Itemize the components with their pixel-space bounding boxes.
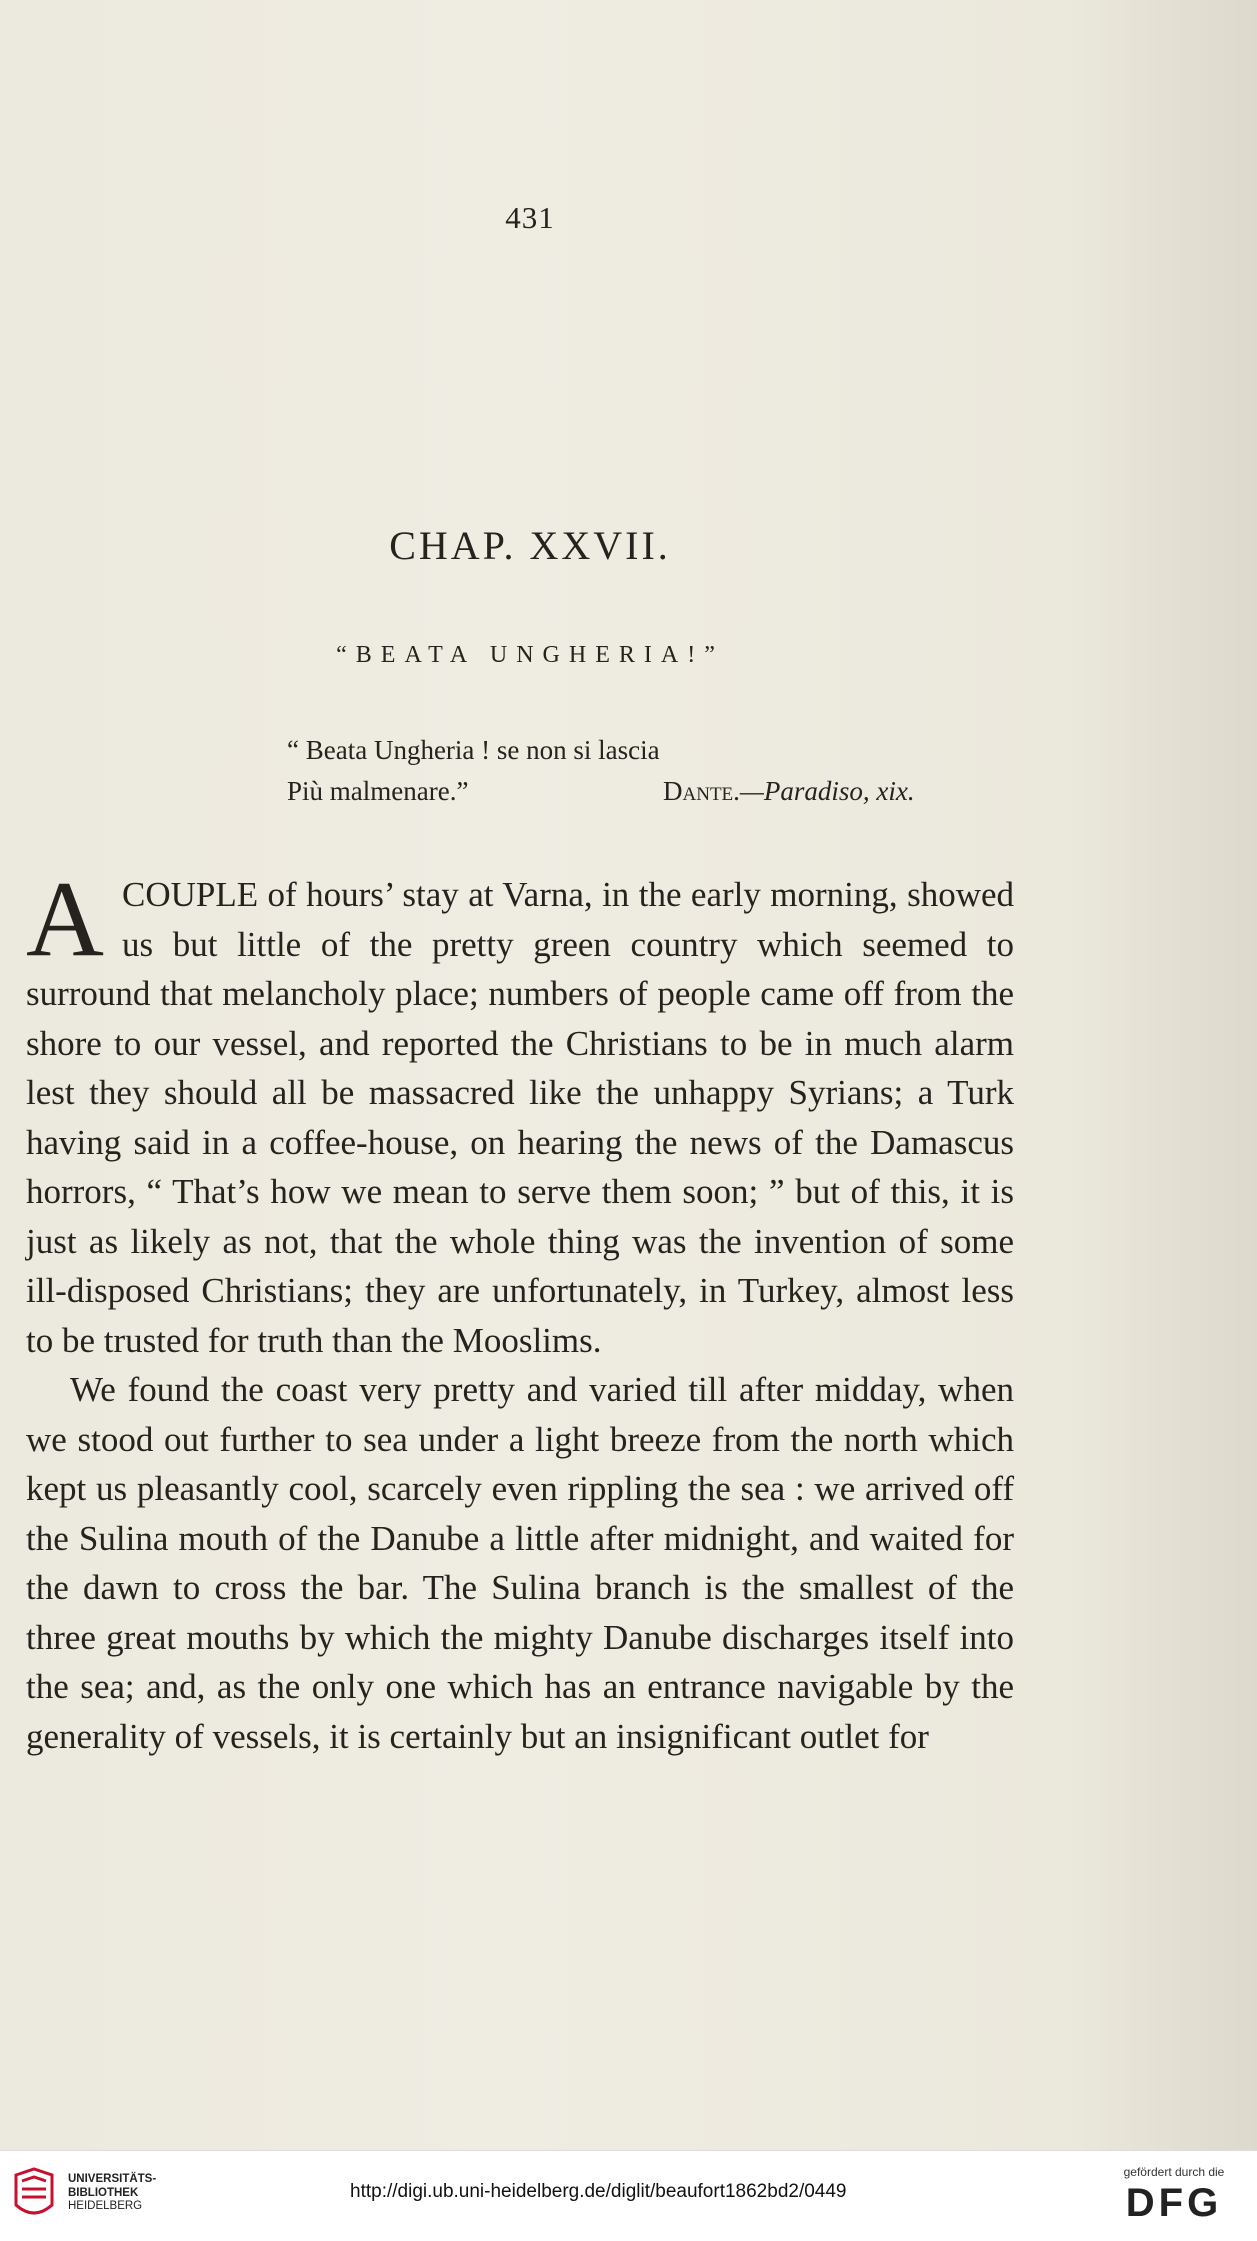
library-name-line-2: BIBLIOTHEK bbox=[68, 2186, 139, 2199]
paragraph-1-text: COUPLE of hours’ stay at Varna, in the early morning, showed us but little of the pretty green country which seemed to surround that melancholy place; numbers of people came off from the shore to our vessel, and reported the Christians to be in much alarm lest they should all be massacred like the unhappy Syrians; a Turk having said in a coffee-house, on hearing the news of the Damascus horrors, “ That’s how we mean to serve them soon; ” but of this, it is just as likely as not, that the whole thing was the invention of some ill-disposed Christians; they are unfortunately, in Turkey, almost less to be trusted for truth than the Mooslims. bbox=[26, 875, 1014, 1360]
epigraph-line-1: “ Beata Ungheria ! se non si lascia bbox=[287, 735, 660, 765]
chapter-title: CHAP. XXVII. bbox=[389, 523, 671, 568]
epigraph bbox=[287, 730, 1007, 812]
library-name bbox=[68, 2173, 156, 2214]
epigraph-attribution bbox=[663, 771, 915, 812]
library-name-line-1: UNIVERSITÄTS- bbox=[68, 2173, 157, 2185]
library-name-line-3: HEIDELBERG bbox=[68, 2200, 143, 2212]
paragraph-1 bbox=[26, 860, 1014, 1365]
funding-label: gefördert durch die bbox=[1123, 2165, 1225, 2179]
epigraph-author: Dante. bbox=[663, 776, 740, 806]
permalink-url[interactable]: http://digi.ub.uni-heidelberg.de/diglit/beaufort1862bd2/0449 bbox=[350, 2181, 847, 2202]
epigraph-line-2-row bbox=[287, 771, 1007, 812]
drop-cap: A bbox=[26, 860, 104, 979]
epigraph-line-2: Più malmenare.” bbox=[287, 776, 469, 806]
dfg-logo-icon: DFG bbox=[1125, 2181, 1223, 2225]
page-number: 431 bbox=[505, 200, 555, 235]
chapter-subtitle: “BEATA UNGHERIA!” bbox=[336, 642, 724, 668]
body-text bbox=[26, 860, 1014, 1761]
epigraph-source: —Paradiso, xix. bbox=[739, 776, 915, 806]
funding-notice bbox=[1109, 2165, 1239, 2226]
footer-bar bbox=[0, 2150, 1257, 2241]
university-library-logo-icon bbox=[12, 2165, 56, 2225]
paragraph-2: We found the coast very pretty and varied till after midday, when we stood out further to sea under a light breeze from the north which kept us pleasantly cool, scarcely even rippling the sea : we arrived off the Sulina mouth of the Danube a little after midnight, and waited for the dawn to cross the bar. The Sulina branch is the smallest of the three great mouths by which the mighty Danube discharges itself into the sea; and, as the only one which has an entrance navigable by the generality of vessels, it is certainly but an insignificant outlet for bbox=[26, 1370, 1014, 1756]
